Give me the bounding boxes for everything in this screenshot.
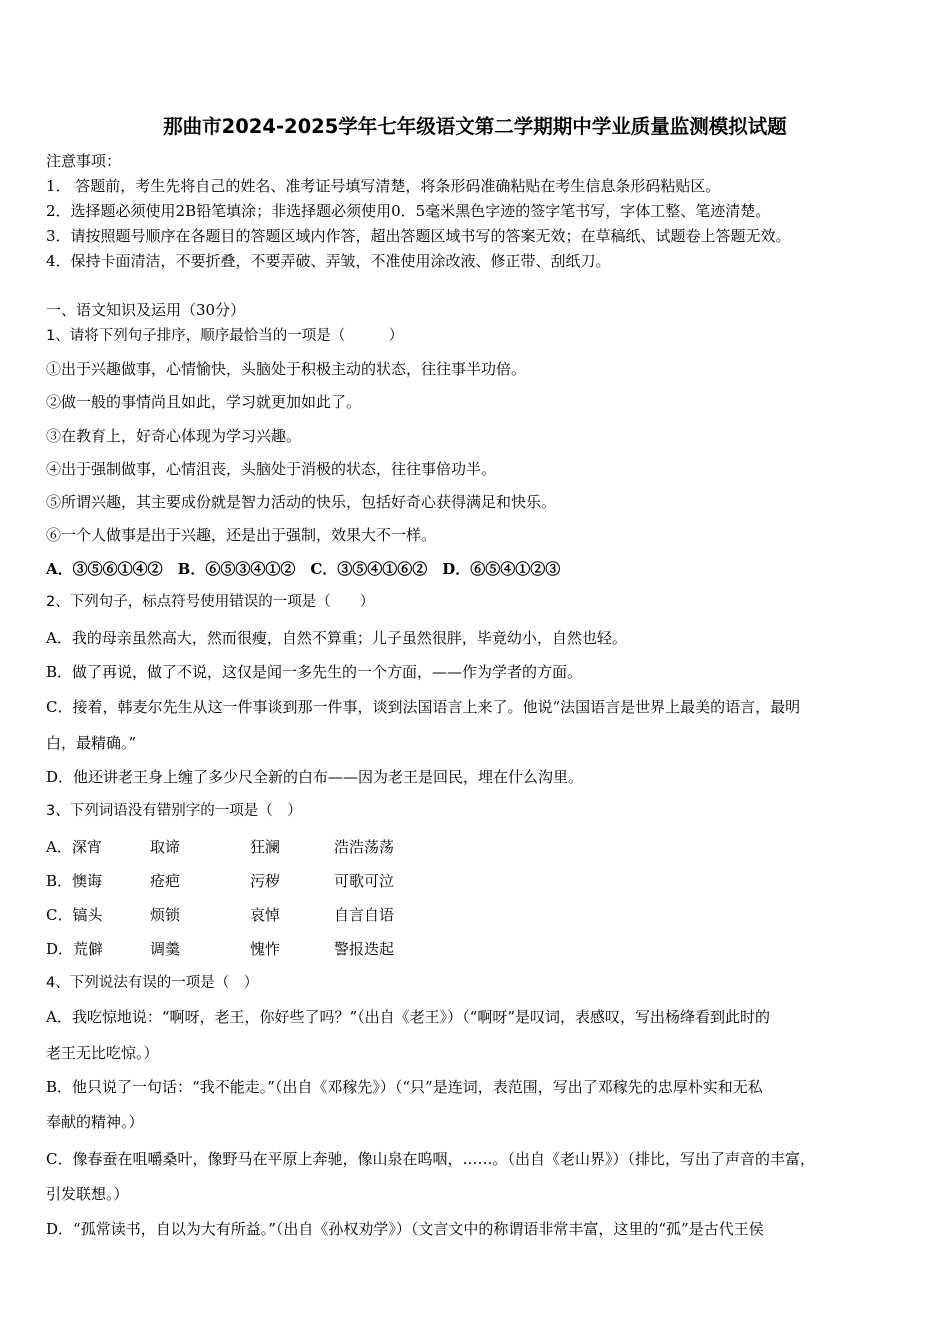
word-cell: 浩浩荡荡 (334, 838, 395, 856)
word-cell: 调羹 (150, 940, 181, 958)
word-cell: 自言自语 (334, 906, 395, 924)
notice-item: 1． 答题前，考生先将自己的姓名、准考证号填写清楚，将条形码准确粘贴在考生信息条形码粘贴区。 (46, 177, 721, 195)
word-cell: 污秽 (250, 872, 281, 890)
sentence-item: ②做一般的事情尚且如此，学习就更加如此了。 (46, 393, 362, 411)
word-cell: C．镐头 (46, 906, 103, 924)
option-b: B．做了再说，做了不说，这仅是闻一多先生的一个方面，——作为学者的方面。 (46, 663, 583, 681)
option-c-continued: 白，最精确。” (46, 734, 137, 752)
word-cell: B．懊诲 (46, 872, 103, 890)
word-cell: 愧怍 (250, 940, 281, 958)
option-d: D．“孤常读书，自以为大有所益。”（出自《孙权劝学》）（文言文中的称谓语非常丰富，这里的“孤”是古代王侯 (46, 1220, 764, 1238)
option-a: A．我的母亲虽然高大，然而很瘦，自然不算重；儿子虽然很胖，毕竟幼小，自然也轻。 (46, 629, 627, 647)
option-a-continued: 老王无比吃惊。） (46, 1044, 159, 1062)
notice-item: 2．选择题必须使用2B铅笔填涂；非选择题必须使用0．5毫米黑色字迹的签字笔书写，字体工整、笔迹清楚。 (46, 202, 771, 220)
word-cell: 疮疤 (150, 872, 181, 890)
question-stem: 4、下列说法有误的一项是（ ） (46, 975, 259, 991)
notice-heading: 注意事项： (46, 152, 122, 170)
option-a: A．我吃惊地说：“啊呀，老王，你好些了吗？”（出自《老王》）（“啊呀”是叹词，表感叹，写出杨绛看到此时的 (46, 1008, 771, 1026)
answer-options: A．③⑤⑥①④② B．⑥⑤③④①② C．③⑤④①⑥② D．⑥⑤④①②③ (46, 560, 561, 578)
option-c-continued: 引发联想。） (46, 1185, 129, 1203)
option-b: B．他只说了一句话：“我不能走。”（出自《邓稼先》）（“只”是连词，表范围，写出了邓稼先的忠厚朴实和无私 (46, 1078, 763, 1096)
question-stem: 1、请将下列句子排序，顺序最恰当的一项是（ ） (46, 328, 404, 344)
word-cell: 狂澜 (250, 838, 281, 856)
word-cell: 取谛 (150, 838, 181, 856)
word-cell: A．深宵 (46, 838, 102, 856)
sentence-item: ⑤所谓兴趣，其主要成份就是智力活动的快乐，包括好奇心获得满足和快乐。 (46, 493, 557, 511)
question-stem: 3、下列词语没有错别字的一项是（ ） (46, 803, 302, 819)
word-cell: D．荒僻 (46, 940, 104, 958)
section-heading: 一、语文知识及运用（30分） (46, 301, 246, 319)
word-cell: 烦锁 (150, 906, 181, 924)
sentence-item: ⑥一个人做事是出于兴趣，还是出于强制，效果大不一样。 (46, 526, 437, 544)
option-c: C．像春蚕在咀嚼桑叶，像野马在平原上奔驰，像山泉在呜咽，……。（出自《老山界》）（排比，写出了声音的丰富， (46, 1150, 815, 1168)
sentence-item: ④出于强制做事，心情沮丧，头脑处于消极的状态，往往事倍功半。 (46, 460, 497, 478)
sentence-item: ①出于兴趣做事，心情愉快，头脑处于积极主动的状态，往往事半功倍。 (46, 360, 527, 378)
option-d: D．他还讲老王身上缠了多少尺全新的白布——因为老王是回民，埋在什么沟里。 (46, 768, 584, 786)
word-cell: 警报迭起 (334, 940, 395, 958)
option-c: C．接着，韩麦尔先生从这一件事谈到那一件事，谈到法国语言上来了。他说“法国语言是世界上最美的语言，最明 (46, 698, 801, 716)
notice-item: 4．保持卡面清洁，不要折叠，不要弄破、弄皱，不准使用涂改液、修正带、刮纸刀。 (46, 252, 611, 270)
question-stem: 2、下列句子，标点符号使用错误的一项是（ ） (46, 594, 375, 610)
page-title: 那曲市2024-2025学年七年级语文第二学期期中学业质量监测模拟试题 (163, 115, 787, 138)
sentence-item: ③在教育上，好奇心体现为学习兴趣。 (46, 427, 302, 445)
option-b-continued: 奉献的精神。） (46, 1113, 144, 1131)
notice-item: 3．请按照题号顺序在各题目的答题区域内作答，超出答题区域书写的答案无效；在草稿纸、试题卷上答题无效。 (46, 227, 791, 245)
word-cell: 可歌可泣 (334, 872, 395, 890)
word-cell: 哀悼 (250, 906, 281, 924)
